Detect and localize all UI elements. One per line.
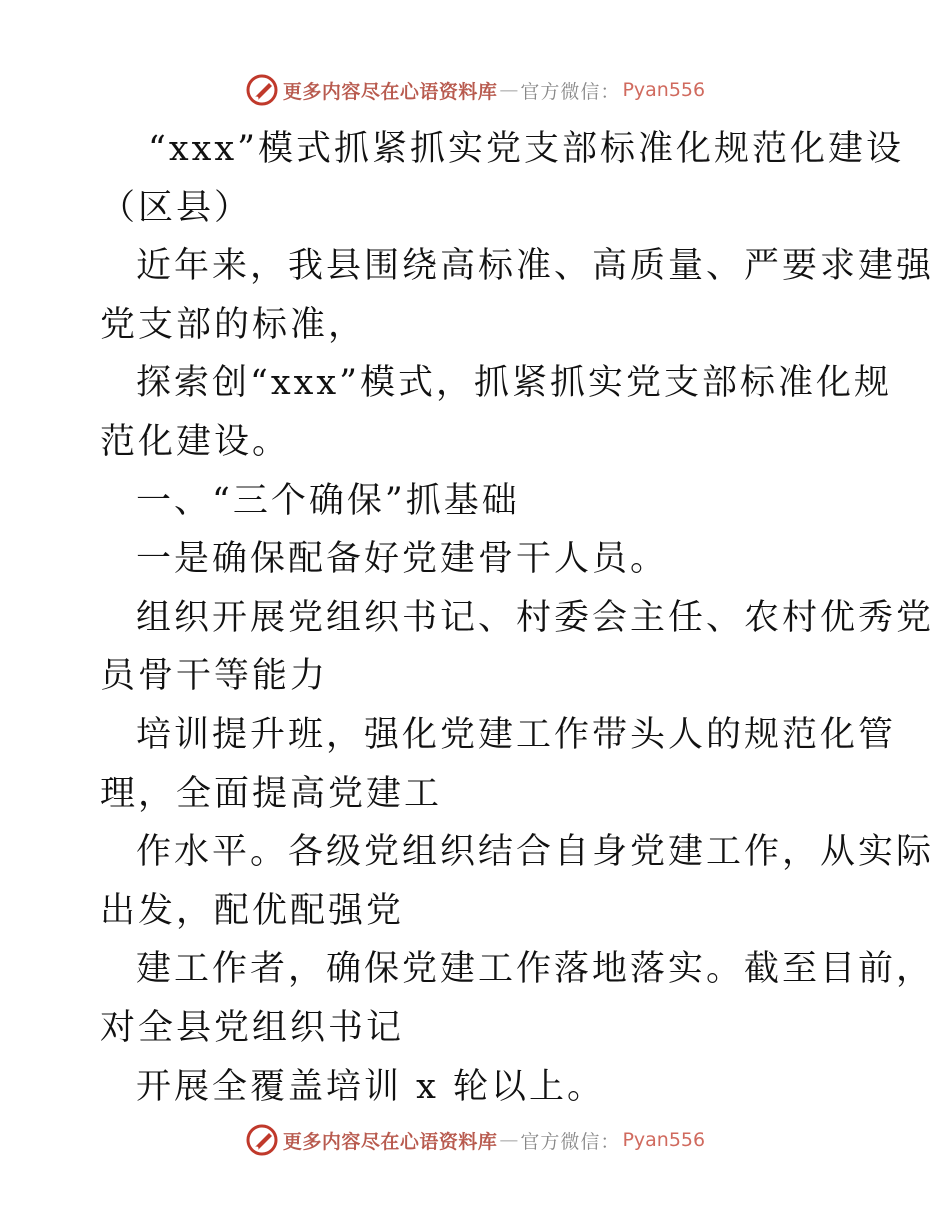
paragraph-line: 探索创“xxx”模式，抓紧抓实党支部标准化规	[136, 363, 893, 404]
paragraph-line: 对全县党组织书记	[100, 1007, 405, 1048]
paragraph-line: 出发，配优配强党	[100, 890, 405, 931]
paragraph-line: 近年来，我县围绕高标准、高质量、严要求建强	[136, 246, 935, 287]
paragraph-line: 党支部的标准，	[100, 304, 367, 345]
paragraph-line: 作水平。各级党组织结合自身党建工作，从实际	[136, 832, 935, 873]
paragraph-line: 范化建设。	[100, 421, 291, 462]
pen-logo-icon	[245, 1123, 279, 1157]
document-subtitle: （区县）	[100, 187, 253, 228]
section-heading: 一、“三个确保”抓基础	[136, 480, 520, 521]
paragraph-line: 培训提升班，强化党建工作带头人的规范化管	[136, 714, 897, 755]
paragraph-line: 员骨干等能力	[100, 656, 329, 697]
paragraph-line: 建工作者，确保党建工作落地落实。截至目前，	[136, 949, 935, 990]
paragraph-line: 一是确保配备好党建骨干人员。	[136, 539, 669, 580]
paragraph-line: 组织开展党组织书记、村委会主任、农村优秀党	[136, 597, 935, 638]
pen-logo-icon	[245, 73, 279, 107]
document-title: “xxx”模式抓紧抓实党支部标准化规范化建设	[148, 129, 905, 169]
watermark-separator: —	[499, 79, 519, 101]
header-watermark	[0, 70, 950, 110]
watermark-wechat-id: Pyan556	[622, 1129, 706, 1151]
watermark-text: 更多内容尽在心语资料库	[282, 1130, 498, 1153]
footer-watermark	[0, 1120, 950, 1160]
paragraph-line: 理，全面提高党建工	[100, 773, 443, 814]
watermark-wechat-label: 官方微信：	[520, 80, 621, 103]
paragraph-line: 开展全覆盖培训 x 轮以上。	[136, 1066, 605, 1107]
watermark-text: 更多内容尽在心语资料库	[282, 80, 498, 103]
watermark-separator: —	[499, 1129, 519, 1151]
watermark-wechat-label: 官方微信：	[520, 1130, 621, 1153]
watermark-wechat-id: Pyan556	[622, 79, 706, 101]
document-body	[100, 120, 935, 1116]
